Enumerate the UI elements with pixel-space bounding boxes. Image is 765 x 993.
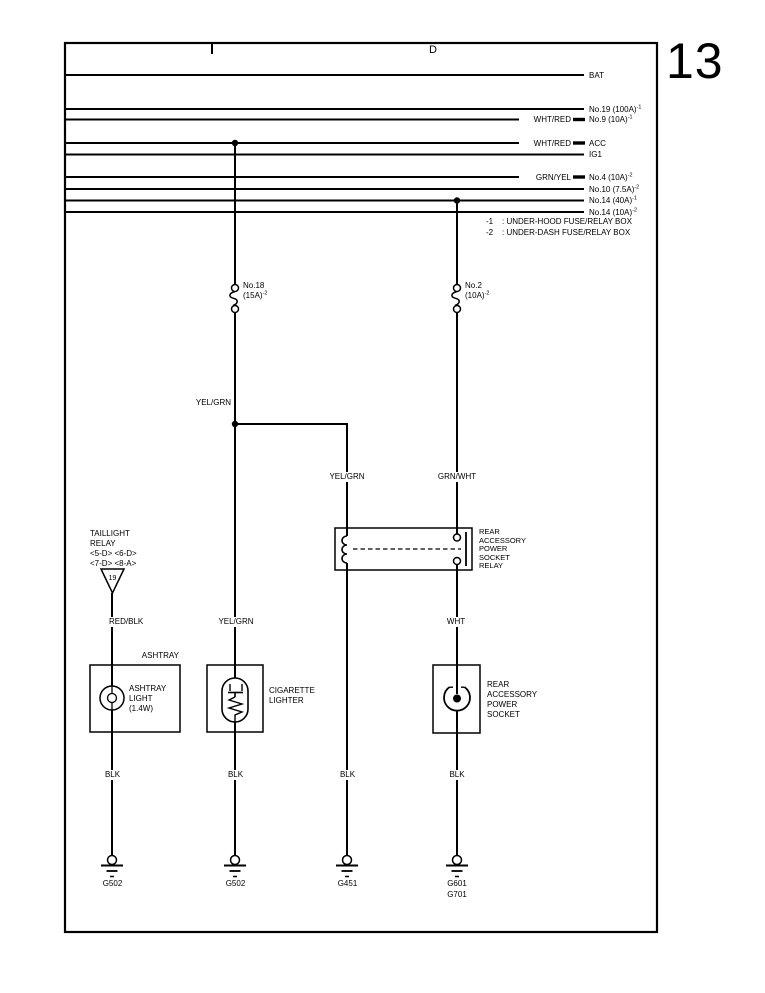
ground-label-g451: G451 [337,879,358,888]
bus-label-text: No.4 (10A) [589,172,628,182]
relay-box-icon [335,528,472,570]
cigarette-lighter-label: CIGARETTE LIGHTER [269,686,315,705]
junction-no14 [454,197,460,203]
bus-label-acc [589,139,606,148]
bus-label-no14-10a: No.14 $(10A)^{-2}$ [589,206,637,217]
taillight-relay-connector-number: 19 [108,575,117,582]
bus-label-text: IG1 [589,150,602,159]
ground-icon-g451 [336,856,358,877]
wire-label-yelgrn-upper: YEL/GRN [195,398,231,407]
wire-label-blk-2: BLK [227,770,244,779]
ground-icon-g502a [101,856,123,877]
wire-label-redblk: RED/BLK [109,617,144,626]
bus-label-dashes [573,120,585,178]
bus-label-bat [589,71,604,80]
ground-icon-g502b [224,856,246,877]
legend-key-1: -1 [486,217,494,226]
ground-label-g502b: G502 [225,879,246,888]
junction-branch [232,421,238,427]
bus-label-ig1 [589,150,602,159]
bus-label-no14-40a: No.14 $(40A)^{-1}$ [589,195,637,205]
wire-label-wht: WHT [446,617,466,626]
junction-dots [232,140,460,427]
taillight-relay-connector-icon [101,569,124,593]
rear-accessory-power-socket-relay-label: REAR ACCESSORY POWER SOCKET RELAY [479,527,526,571]
bus-label-no4: No.4 $(10A)^{-2}$ [589,171,633,182]
ground-label-g502a: G502 [102,879,123,888]
ground-icon-g601-g701 [446,856,468,877]
ashtray-box-label: ASHTRAY [141,651,179,660]
bus-label-text: No.9 (10A) [589,115,628,124]
ground-label-g601: G601 [447,879,467,888]
fuse-no2-rating: $(10A)^{-2}$ [465,290,490,300]
wire-label-blk-1: BLK [104,770,121,779]
bus-label-text: ACC [589,138,606,148]
wire-label-blk-4: BLK [449,770,465,779]
bus-label-text: No.19 (100A) [589,104,637,114]
ashtray-light-bulb-icon [100,686,124,710]
relay-contact-top [454,534,461,541]
ashtray-light-label: ASHTRAY LIGHT (1.4W) [129,684,167,713]
junction-acc [232,140,238,146]
bus-label-text: No.14 (40A) [589,196,633,205]
bus-label-text: BAT [589,70,604,80]
legend-desc-2: : UNDER-DASH FUSE/RELAY BOX [502,228,631,237]
wire-label-yelgrn-branch: YEL/GRN [329,472,365,481]
fuse-no2-icon [452,285,461,313]
bus-label-text: No.10 (7.5A) [589,184,635,194]
fuse-no18-icon [230,285,239,313]
legend-key-2: -2 [486,228,494,237]
taillight-relay-label: TAILLIGHT RELAY <5-D> <6-D> <7-D> <8-A> [90,529,137,568]
fuse-no2-name: No.2 [465,281,482,290]
rear-accessory-power-socket-label: REAR ACCESSORY POWER SOCKET [487,680,538,719]
cigarette-lighter-element-icon [222,678,248,722]
bus-label-no19: No.19 $(100A)^{-1}$ [589,103,642,114]
fuse-no18-rating: $(15A)^{-2}$ [243,290,268,300]
relay-contact-bottom [454,558,461,565]
wire-label-grnwht: GRN/WHT [437,472,477,481]
circuit-wires [112,143,457,855]
bus-wire-color-no9: WHT/RED [533,115,571,124]
grid-section-label: D [429,44,437,56]
bus-label-no10: No.10 $(7.5A)^{-2}$ [589,183,640,194]
bus-label-no9: No.9 $(10A)^{-1}$ [589,114,633,124]
ground-symbols [101,856,468,877]
wire-label-blk-3: BLK [339,770,356,779]
relay-coil-icon [342,536,347,563]
ground-label-g701: G701 [447,890,467,899]
wire-label-yelgrn-lower: YEL/GRN [218,617,254,626]
page-number: 13 [666,33,724,89]
bus-wire-color-no4: GRN/YEL [535,172,571,182]
legend-desc-1: : UNDER-HOOD FUSE/RELAY BOX [502,217,632,226]
bus-label-text: No.14 (10A) [589,207,633,217]
fuse-no18-name: No.18 [243,281,265,290]
bus-wire-color-acc: WHT/RED [533,138,571,148]
